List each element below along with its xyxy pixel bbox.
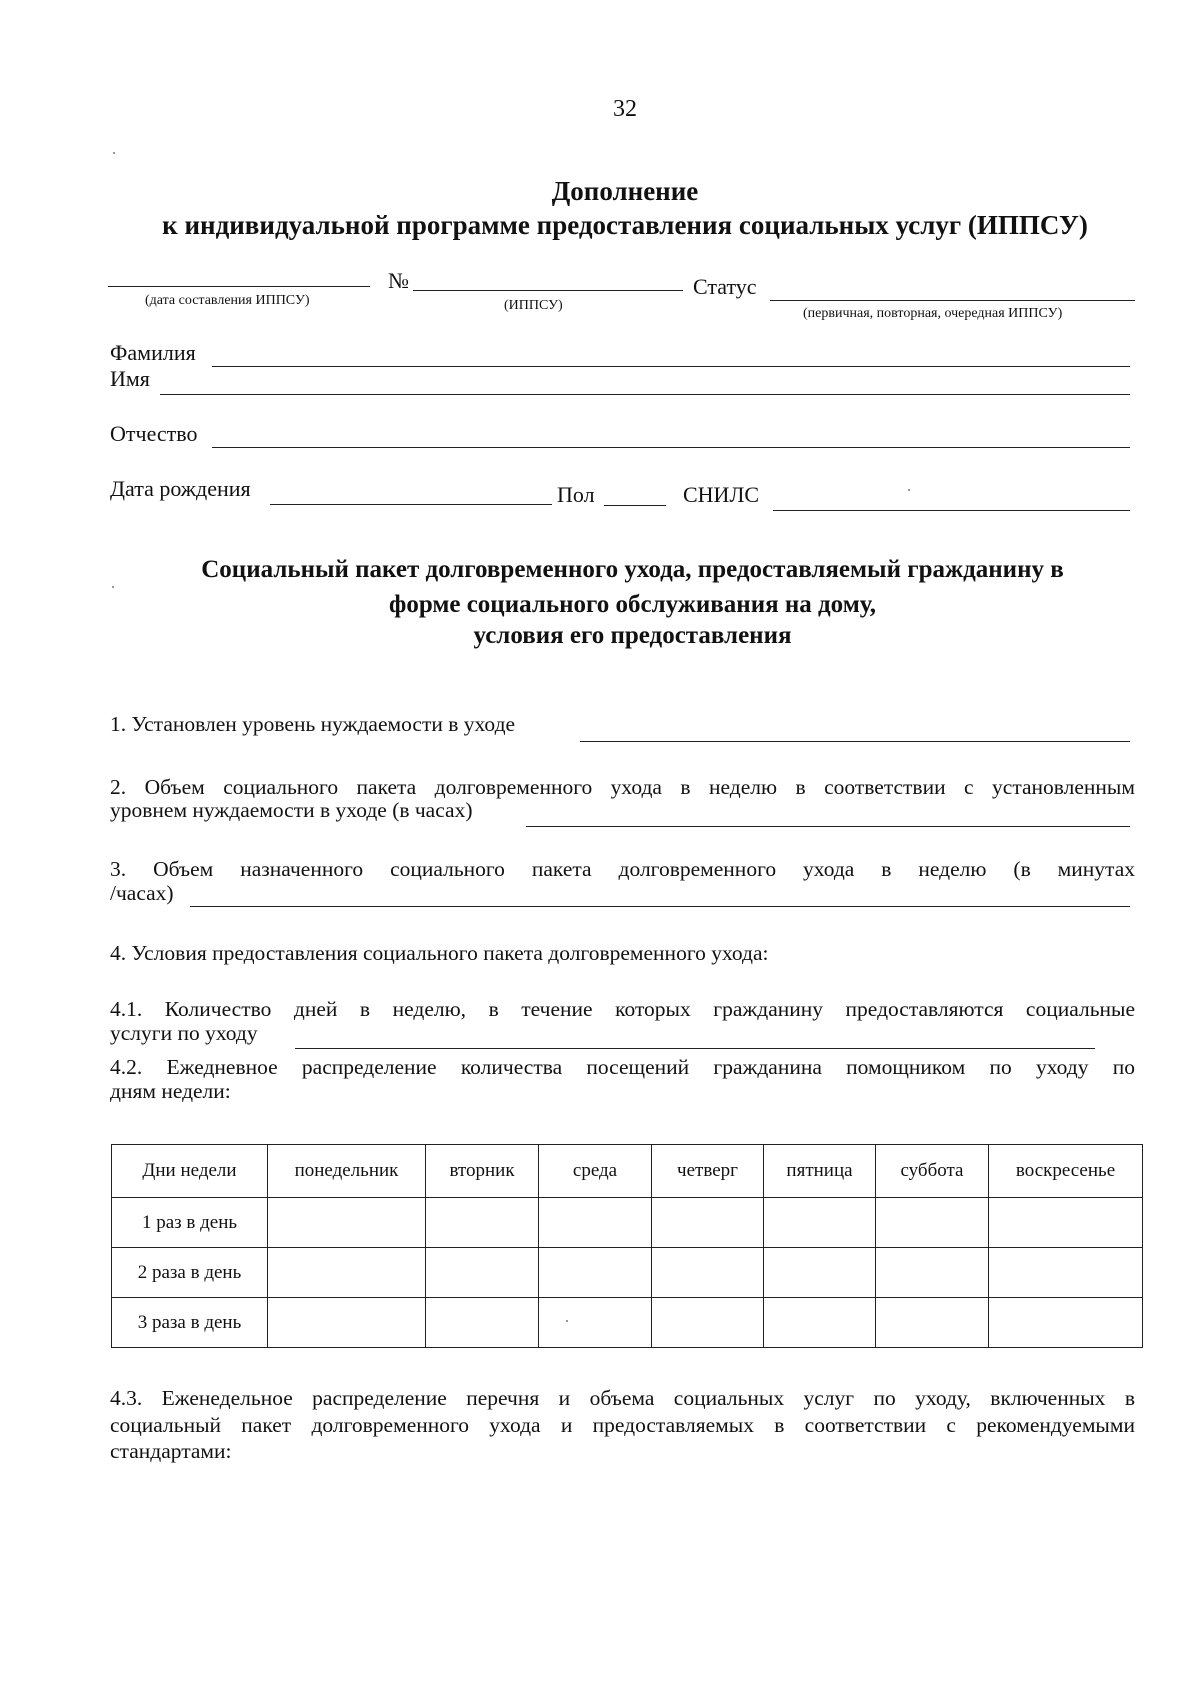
table-header-cell: пятница xyxy=(764,1145,876,1198)
item-4-1-line2: услуги по уходу xyxy=(110,1021,258,1045)
table-cell[interactable] xyxy=(764,1298,876,1348)
row-label-cell: 3 раза в день xyxy=(112,1298,268,1348)
item-1-text: 1. Установлен уровень нуждаемости в уходе xyxy=(110,712,516,736)
surname-field-line[interactable] xyxy=(212,366,1130,367)
table-row xyxy=(112,1248,1143,1298)
name-label: Имя xyxy=(110,366,150,391)
page-number: 32 xyxy=(613,96,637,122)
visits-table xyxy=(111,1144,1143,1348)
item-3-line1: 3. Объем назначенного социального пакета долговременного ухода в неделю (в минутах xyxy=(110,857,1135,881)
scan-speck xyxy=(112,586,114,588)
row-label-cell: 1 раз в день xyxy=(112,1198,268,1248)
section-title-line2: форме социального обслуживания на дому, xyxy=(389,591,876,618)
table-header-cell: четверг xyxy=(652,1145,764,1198)
item-3-line2: /часах) xyxy=(110,881,174,905)
number-caption: (ИППСУ) xyxy=(504,298,563,313)
table-cell[interactable] xyxy=(268,1248,426,1298)
table-header-cell: воскресенье xyxy=(989,1145,1143,1198)
status-label: Статус xyxy=(693,274,757,299)
item-4-2-line1: 4.2. Ежедневное распределение количества посещений гражданина помощником по уходу по xyxy=(110,1055,1135,1079)
patronymic-field-line[interactable] xyxy=(212,447,1130,448)
table-row xyxy=(112,1298,1143,1348)
table-cell[interactable] xyxy=(989,1298,1143,1348)
snils-label: СНИЛС xyxy=(683,482,760,507)
table-cell[interactable] xyxy=(989,1198,1143,1248)
table-cell[interactable] xyxy=(539,1298,652,1348)
item-4-3-line3: стандартами: xyxy=(110,1439,232,1463)
item-4-text: 4. Условия предоставления социального пакета долговременного ухода: xyxy=(110,941,769,965)
date-caption: (дата составления ИППСУ) xyxy=(145,293,310,308)
table-cell[interactable] xyxy=(268,1198,426,1248)
name-field-line[interactable] xyxy=(160,394,1130,395)
table-cell[interactable] xyxy=(989,1248,1143,1298)
item-4-2-line2: дням недели: xyxy=(110,1079,231,1103)
snils-field-line[interactable] xyxy=(773,510,1130,511)
item-4-3-line1: 4.3. Еженедельное распределение перечня и объема социальных услуг по уходу, включенных в xyxy=(110,1386,1135,1410)
scan-speck xyxy=(113,152,115,154)
table-cell[interactable] xyxy=(426,1248,539,1298)
table-cell[interactable] xyxy=(652,1248,764,1298)
table-cell[interactable] xyxy=(764,1198,876,1248)
scan-speck xyxy=(908,489,910,491)
sex-label: Пол xyxy=(557,482,595,507)
table-header-cell: вторник xyxy=(426,1145,539,1198)
date-field-line[interactable] xyxy=(108,286,370,287)
document-title: Дополнение xyxy=(551,176,699,206)
item-4-3-line2: социальный пакет долговременного ухода и предоставляемых в соответствии с рекомендуемыми xyxy=(110,1413,1135,1437)
birthdate-label: Дата рождения xyxy=(110,476,251,501)
item-1-field-line[interactable] xyxy=(580,741,1130,742)
table-header-cell: суббота xyxy=(876,1145,989,1198)
status-caption: (первичная, повторная, очередная ИППСУ) xyxy=(803,306,1063,321)
number-field-line[interactable] xyxy=(413,290,683,291)
table-header-cell: среда xyxy=(539,1145,652,1198)
item-3-field-line[interactable] xyxy=(190,906,1130,907)
document-subtitle: к индивидуальной программе предоставления социальных услуг (ИППСУ) xyxy=(162,210,1088,240)
status-field-line[interactable] xyxy=(770,300,1135,301)
section-title-line3: условия его предоставления xyxy=(473,622,792,649)
section-title-line1: Социальный пакет долговременного ухода, предоставляемый гражданину в xyxy=(201,556,1064,583)
table-header-cell: Дни недели xyxy=(112,1145,268,1198)
row-label-cell: 2 раза в день xyxy=(112,1248,268,1298)
birthdate-field-line[interactable] xyxy=(270,504,552,505)
table-cell[interactable] xyxy=(426,1198,539,1248)
item-4-1-line1: 4.1. Количество дней в неделю, в течение которых гражданину предоставляются социальные xyxy=(110,997,1135,1021)
item-2-field-line[interactable] xyxy=(526,826,1130,827)
table-cell[interactable] xyxy=(539,1198,652,1248)
table-cell[interactable] xyxy=(426,1298,539,1348)
item-4-1-field-line[interactable] xyxy=(295,1048,1095,1049)
table-header-row xyxy=(112,1145,1143,1198)
table-cell[interactable] xyxy=(876,1298,989,1348)
table-row xyxy=(112,1198,1143,1248)
number-label: № xyxy=(388,268,409,293)
patronymic-label: Отчество xyxy=(110,421,198,446)
table-cell[interactable] xyxy=(764,1248,876,1298)
table-header-cell: понедельник xyxy=(268,1145,426,1198)
surname-label: Фамилия xyxy=(110,340,196,365)
table-cell[interactable] xyxy=(652,1298,764,1348)
item-2-line1: 2. Объем социального пакета долговременного ухода в неделю в соответствии с установленным xyxy=(110,775,1135,799)
item-2-line2: уровнем нуждаемости в уходе (в часах) xyxy=(110,798,473,822)
table-cell[interactable] xyxy=(652,1198,764,1248)
table-cell[interactable] xyxy=(539,1248,652,1298)
sex-field-line[interactable] xyxy=(604,505,666,506)
scan-speck xyxy=(566,1320,568,1322)
table-cell[interactable] xyxy=(876,1198,989,1248)
table-cell[interactable] xyxy=(268,1298,426,1348)
table-cell[interactable] xyxy=(876,1248,989,1298)
